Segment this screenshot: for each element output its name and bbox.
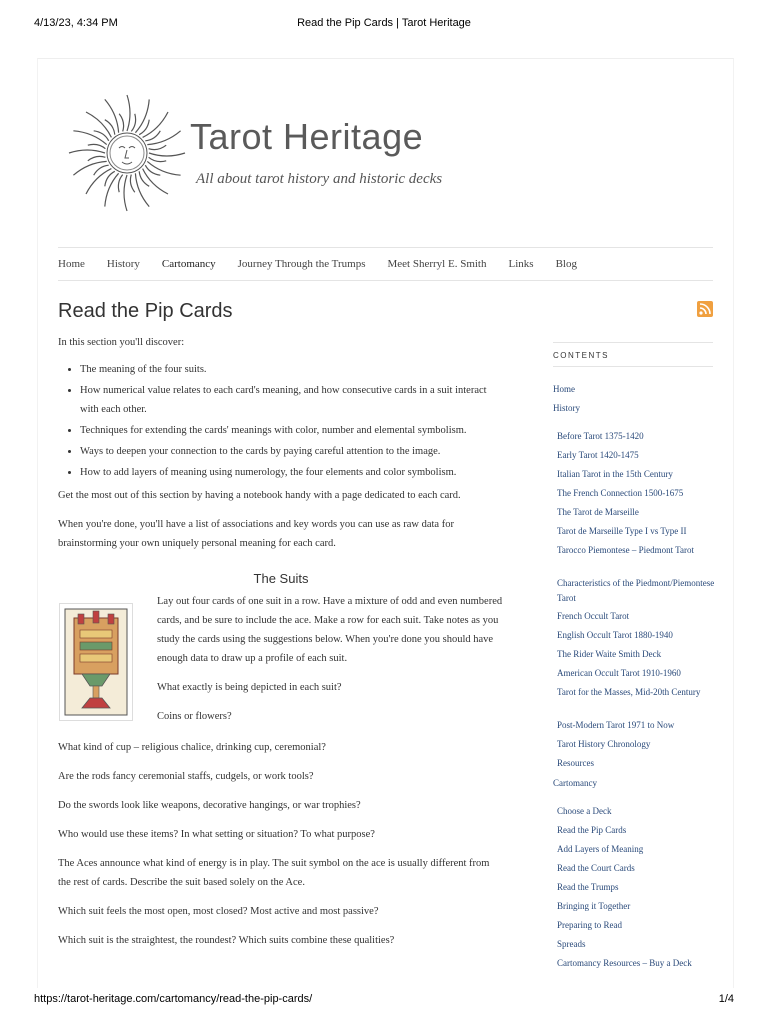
- site-tagline: All about tarot history and historic decks: [196, 171, 443, 187]
- intro-text: In this section you'll discover:: [58, 337, 185, 348]
- sidebar-cartomancy-link[interactable]: Bringing it Together: [557, 901, 631, 911]
- sidebar-history-link[interactable]: Resources: [557, 758, 594, 768]
- discover-list: [80, 360, 504, 482]
- sidebar-history-link[interactable]: Characteristics of the Piedmont/Piemontese Tarot: [557, 578, 715, 603]
- sidebar-history-link[interactable]: The Rider Waite Smith Deck: [557, 649, 662, 659]
- list-item: • How to add layers of meaning using numerology, the four elements and color symbolism.: [80, 463, 504, 482]
- question-text: Which suit feels the most open, most closed? Most active and most passive?: [58, 906, 379, 917]
- question-text: Which suit is the straightest, the roundest? Which suits combine these qualities?: [58, 935, 395, 946]
- contents-heading: CONTENTS: [553, 342, 713, 360]
- sun-ray: [135, 173, 149, 206]
- sun-ray: [145, 165, 160, 175]
- ace-of-cups-card-image: [59, 603, 133, 721]
- list-item: • How numerical value relates to each card's meaning, and how consecutive cards in a suit interact with each other.: [80, 381, 504, 419]
- sun-ray: [69, 150, 105, 153]
- cup-illustration: [64, 608, 128, 716]
- sidebar-link-cartomancy[interactable]: Cartomancy: [553, 778, 597, 788]
- nav-home[interactable]: Home: [58, 258, 85, 270]
- nav-history[interactable]: History: [106, 258, 140, 270]
- sun-ray: [139, 171, 149, 186]
- print-url: https://tarot-heritage.com/cartomancy/read-the-pip-cards/: [34, 993, 313, 1005]
- sidebar-cartomancy-link[interactable]: Choose a Deck: [557, 806, 612, 816]
- sun-ray: [88, 144, 106, 148]
- page-title: Read the Pip Cards: [58, 300, 233, 322]
- sidebar-history-link[interactable]: Tarocco Piemontese – Piedmont Tarot: [557, 545, 695, 555]
- divider: [553, 366, 713, 367]
- main-nav: [58, 247, 713, 281]
- associations-paragraph: When you're done, you'll have a list of associations and key words you can use as raw data for brainstorming your own uniquely personal meaning for each card.: [58, 519, 454, 549]
- nav-meet-sherryl[interactable]: Meet Sherryl E. Smith: [387, 258, 487, 270]
- sidebar-history-link[interactable]: Tarot for the Masses, Mid-20th Century: [557, 687, 701, 697]
- sidebar-history-link[interactable]: Italian Tarot in the 15th Century: [557, 469, 673, 479]
- question-text: Coins or flowers?: [157, 711, 232, 722]
- sidebar-link-history[interactable]: History: [553, 403, 580, 413]
- sun-ray: [147, 131, 180, 145]
- nav-journey-through-the-trumps[interactable]: Journey Through the Trumps: [237, 258, 366, 270]
- print-page-number: 1/4: [718, 993, 734, 1005]
- sun-ray: [149, 145, 167, 149]
- suits-heading: The Suits: [253, 571, 309, 586]
- question-text: The Aces announce what kind of energy is in play. The suit symbol on the ace is usually different from the rest of cards. Describe the suit based solely on the Ace.: [58, 858, 490, 888]
- rss-feed-icon[interactable]: [697, 301, 713, 317]
- sun-ray: [86, 169, 111, 194]
- sidebar-cartomancy-link[interactable]: Spreads: [557, 939, 586, 949]
- sun-ray: [145, 131, 160, 141]
- sun-ray: [143, 112, 168, 137]
- sun-ray: [139, 120, 149, 135]
- sun-ray: [105, 99, 119, 132]
- sidebar-history-link[interactable]: English Occult Tarot 1880-1940: [557, 630, 673, 640]
- notebook-paragraph: Get the most out of this section by having a notebook handy with a page dedicated to each card.: [58, 490, 461, 501]
- nav-links[interactable]: Links: [508, 258, 534, 270]
- sidebar-cartomancy-link[interactable]: Cartomancy Resources – Buy a Deck: [557, 958, 692, 968]
- list-item: • Ways to deepen your connection to the cards by paying careful attention to the image.: [80, 442, 504, 461]
- sidebar-link-home[interactable]: Home: [553, 384, 575, 394]
- sidebar-history-link[interactable]: The French Connection 1500-1675: [557, 488, 684, 498]
- nav-blog[interactable]: Blog: [555, 258, 577, 270]
- list-item: • The meaning of the four suits.: [80, 360, 504, 379]
- question-text: What kind of cup – religious chalice, drinking cup, ceremonial?: [58, 742, 326, 753]
- sun-ray: [127, 95, 130, 131]
- print-title: Read the Pip Cards | Tarot Heritage: [297, 17, 471, 29]
- sun-logo-icon[interactable]: [62, 92, 192, 214]
- sun-ray: [119, 114, 123, 132]
- nav-cartomancy[interactable]: Cartomancy: [161, 258, 216, 270]
- sun-ray: [105, 120, 115, 135]
- sun-ray: [73, 161, 106, 175]
- sun-ray: [131, 114, 135, 132]
- question-text: Do the swords look like weapons, decorative hangings, or war trophies?: [58, 800, 361, 811]
- sidebar-history-link[interactable]: Before Tarot 1375-1420: [557, 431, 644, 441]
- sun-ray: [149, 157, 167, 161]
- sidebar-history-link[interactable]: Tarot de Marseille Type I vs Type II: [557, 526, 687, 536]
- sidebar-cartomancy-link[interactable]: Read the Trumps: [557, 882, 619, 892]
- print-header: [0, 17, 768, 33]
- sidebar-cartomancy-link[interactable]: Read the Court Cards: [557, 863, 635, 873]
- question-text: Who would use these items? In what setting or situation? To what purpose?: [58, 829, 375, 840]
- print-date: 4/13/23, 4:34 PM: [34, 17, 118, 29]
- sun-ray: [94, 165, 109, 175]
- suits-paragraph: Lay out four cards of one suit in a row. Have a mixture of odd and even numbered cards, and be sure to include the ace. Make a row for each suit. Take notes as you study the cards using the suggestions below. When you're done you should have enough data to draw up a profile of each suit.: [157, 596, 503, 664]
- sidebar-cartomancy-link[interactable]: Read the Pip Cards: [557, 825, 627, 835]
- sidebar-history-link[interactable]: The Tarot de Marseille: [557, 507, 639, 517]
- sidebar-history-link[interactable]: Tarot History Chronology: [557, 739, 651, 749]
- sidebar-cartomancy-link[interactable]: Add Layers of Meaning: [557, 844, 644, 854]
- sun-ray: [130, 175, 134, 193]
- site-title[interactable]: Tarot Heritage: [190, 116, 424, 157]
- sun-ray: [105, 171, 115, 186]
- sidebar-history-link[interactable]: Post-Modern Tarot 1971 to Now: [557, 720, 675, 730]
- sun-ray: [94, 131, 109, 141]
- list-item: • Techniques for extending the cards' meanings with color, number and elemental symbolism.: [80, 421, 504, 440]
- question-text: Are the rods fancy ceremonial staffs, cudgels, or work tools?: [58, 771, 314, 782]
- sun-ray: [88, 156, 106, 160]
- sun-ray: [86, 112, 111, 137]
- sidebar-history-link[interactable]: Early Tarot 1420-1475: [557, 450, 639, 460]
- sidebar-history-link[interactable]: American Occult Tarot 1910-1960: [557, 668, 681, 678]
- question-text: What exactly is being depicted in each suit?: [157, 682, 342, 693]
- sun-ray: [124, 175, 127, 211]
- sun-ray: [118, 175, 122, 193]
- sun-ray: [143, 169, 168, 194]
- sidebar-history-link[interactable]: French Occult Tarot: [557, 611, 630, 621]
- sidebar-cartomancy-link[interactable]: Preparing to Read: [557, 920, 622, 930]
- sun-ray: [149, 153, 185, 156]
